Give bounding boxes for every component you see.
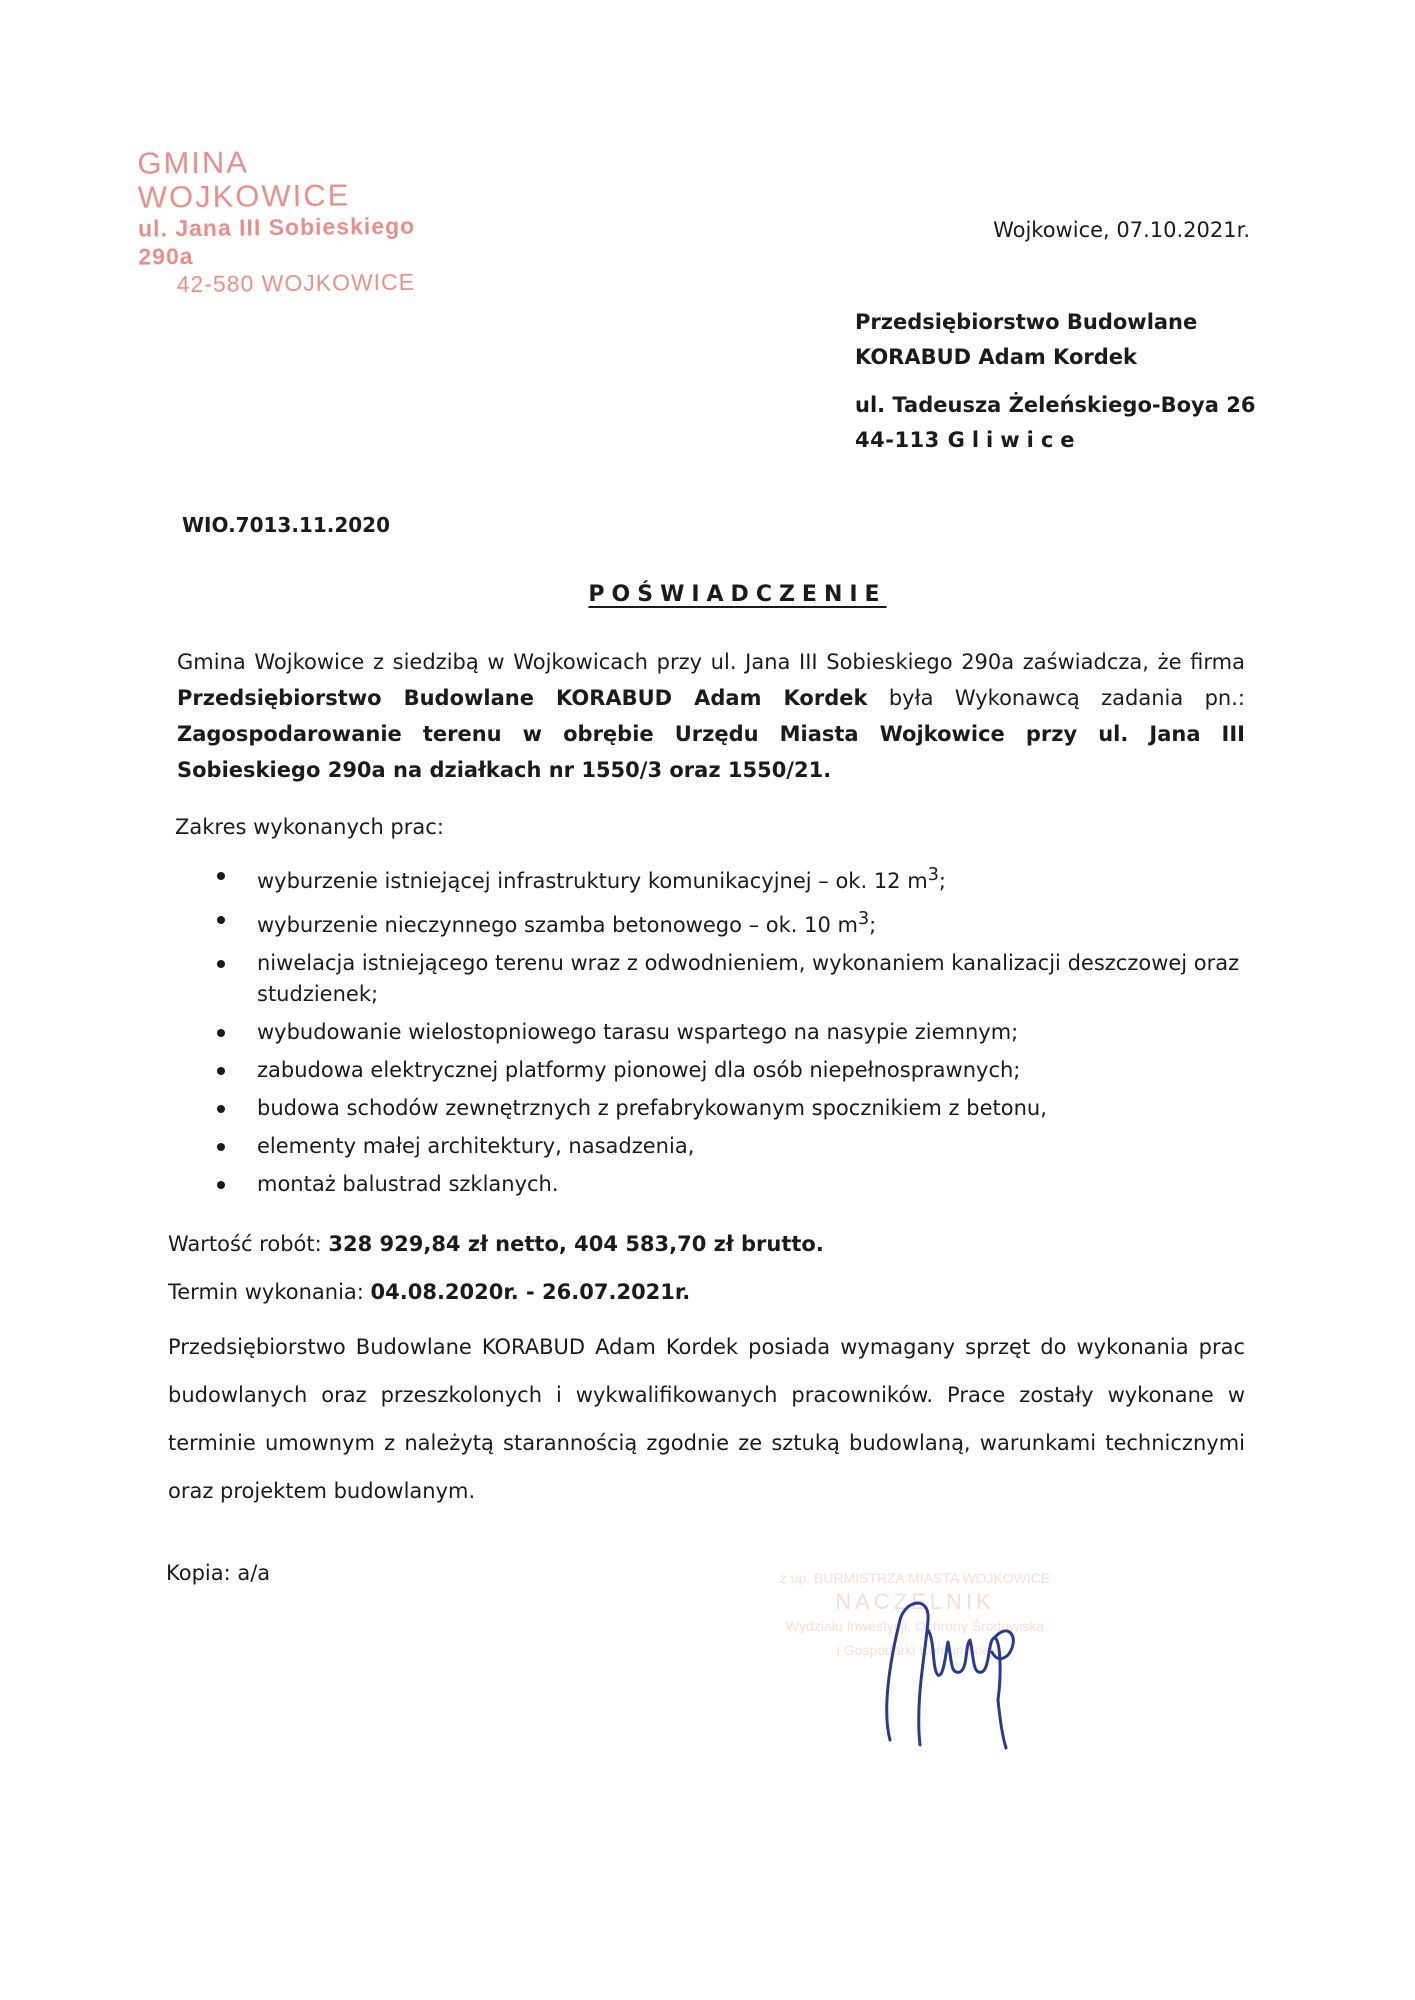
handwritten-signature — [860, 1580, 1060, 1755]
office-stamp — [137, 143, 459, 298]
list-item — [215, 1131, 1250, 1162]
list-item — [215, 1093, 1250, 1124]
intro-text-1: Gmina Wojkowice z siedzibą w Wojkowicach przy ul. Jana III Sobieskiego 290a zaświadcza, że firma — [177, 650, 1245, 674]
list-item — [215, 1017, 1250, 1048]
list-item-text: montaż balustrad szklanych. — [257, 1172, 559, 1196]
list-item — [215, 904, 1250, 941]
signature-stamp-line-3: Wydziału Inwestycji, Ochrony Środowiska — [785, 1618, 1045, 1634]
bullet-icon — [217, 960, 225, 968]
term-label: Termin wykonania: — [168, 1280, 371, 1304]
list-item-text: zabudowa elektrycznej platformy pionowej dla osób niepełnosprawnych; — [257, 1058, 1021, 1082]
recipient-city-line — [855, 428, 1082, 452]
list-item-text: elementy małej architektury, nasadzenia, — [257, 1134, 695, 1158]
recipient-street: ul. Tadeusza Żeleńskiego-Boya 26 — [855, 393, 1256, 417]
copy-note: Kopia: a/a — [166, 1561, 271, 1585]
stamp-line-2: ul. Jana III Sobieskiego 290a — [137, 212, 416, 270]
reference-number: WIO.7013.11.2020 — [182, 513, 391, 537]
recipient-line-2: KORABUD Adam Kordek — [855, 345, 1137, 369]
signature-stamp-line-4: i Gospodarki Komunalnej — [836, 1642, 994, 1658]
list-item-text: wybudowanie wielostopniowego tarasu wspartego na nasypie ziemnym; — [257, 1020, 1019, 1044]
signature-stamp-line-2: NACZELNIK — [835, 1589, 995, 1614]
document-date: Wojkowice, 07.10.2021r. — [993, 218, 1250, 242]
list-item-sup: 3 — [858, 909, 870, 929]
scope-list — [215, 860, 1250, 1207]
bullet-icon — [217, 872, 225, 880]
list-item-text: niwelacja istniejącego terenu wraz z odwodnieniem, wykonaniem kanalizacji deszczowej oraz studzienek; — [257, 951, 1240, 1006]
list-item — [215, 1169, 1250, 1200]
list-item — [215, 948, 1250, 1010]
intro-text-2: była Wykonawcą zadania pn.: — [867, 686, 1245, 710]
recipient-line-1: Przedsiębiorstwo Budowlane — [855, 310, 1198, 334]
intro-paragraph — [177, 644, 1245, 788]
bullet-icon — [217, 916, 225, 924]
stamp-line-1: GMINA WOJKOWICE — [137, 144, 351, 215]
value-label: Wartość robót: — [168, 1232, 329, 1256]
list-item-text: wyburzenie nieczynnego szamba betonowego – ok. 10 m — [257, 913, 859, 937]
completion-term — [168, 1280, 690, 1304]
signature-area — [720, 1560, 1120, 1760]
bullet-icon — [217, 1105, 225, 1113]
bullet-icon — [217, 1029, 225, 1037]
list-item — [215, 860, 1250, 897]
intro-task: Zagospodarowanie terenu w obrębie Urzędu Miasta Wojkowice przy ul. Jana III Sobieskiego 290a na działkach nr 1550/3 oraz 1550/21. — [177, 722, 1245, 782]
list-item-tail: ; — [869, 913, 877, 937]
term-dates: 04.08.2020r. - 26.07.2021r. — [370, 1280, 691, 1304]
bullet-icon — [217, 1067, 225, 1075]
value-amount: 328 929,84 zł netto, 404 583,70 zł brutto. — [328, 1232, 824, 1256]
stamp-line-3: 42-580 WOJKOWICE — [176, 268, 416, 298]
document-title: POŚWIADCZENIE — [588, 582, 887, 607]
intro-company: Przedsiębiorstwo Budowlane KORABUD Adam Kordek — [177, 686, 868, 710]
list-item — [215, 1055, 1250, 1086]
signature-stamp-line-1: z up. BURMISTRZA MIASTA WOJKOWICE — [779, 1570, 1051, 1586]
bullet-icon — [217, 1143, 225, 1151]
works-value — [168, 1232, 824, 1256]
scope-heading: Zakres wykonanych prac: — [175, 815, 444, 839]
recipient-city: Gliwice — [947, 428, 1082, 452]
list-item-text: budowa schodów zewnętrznych z prefabrykowanym spocznikiem z betonu, — [257, 1096, 1047, 1120]
list-item-tail: ; — [938, 869, 946, 893]
list-item-sup: 3 — [927, 865, 939, 885]
list-item-text: wyburzenie istniejącej infrastruktury komunikacyjnej – ok. 12 m — [257, 869, 928, 893]
bullet-icon — [217, 1181, 225, 1189]
closing-paragraph: Przedsiębiorstwo Budowlane KORABUD Adam Kordek posiada wymagany sprzęt do wykonania prac budowlanych oraz przeszkolonych i wykwalifikowanych pracowników. Prace zostały wykonane w terminie umownym z należytą starannością zgodnie ze sztuką budowlaną, warunkami technicznymi oraz projektem budowlanym. — [168, 1335, 1245, 1503]
recipient-postal: 44-113 — [855, 428, 940, 452]
